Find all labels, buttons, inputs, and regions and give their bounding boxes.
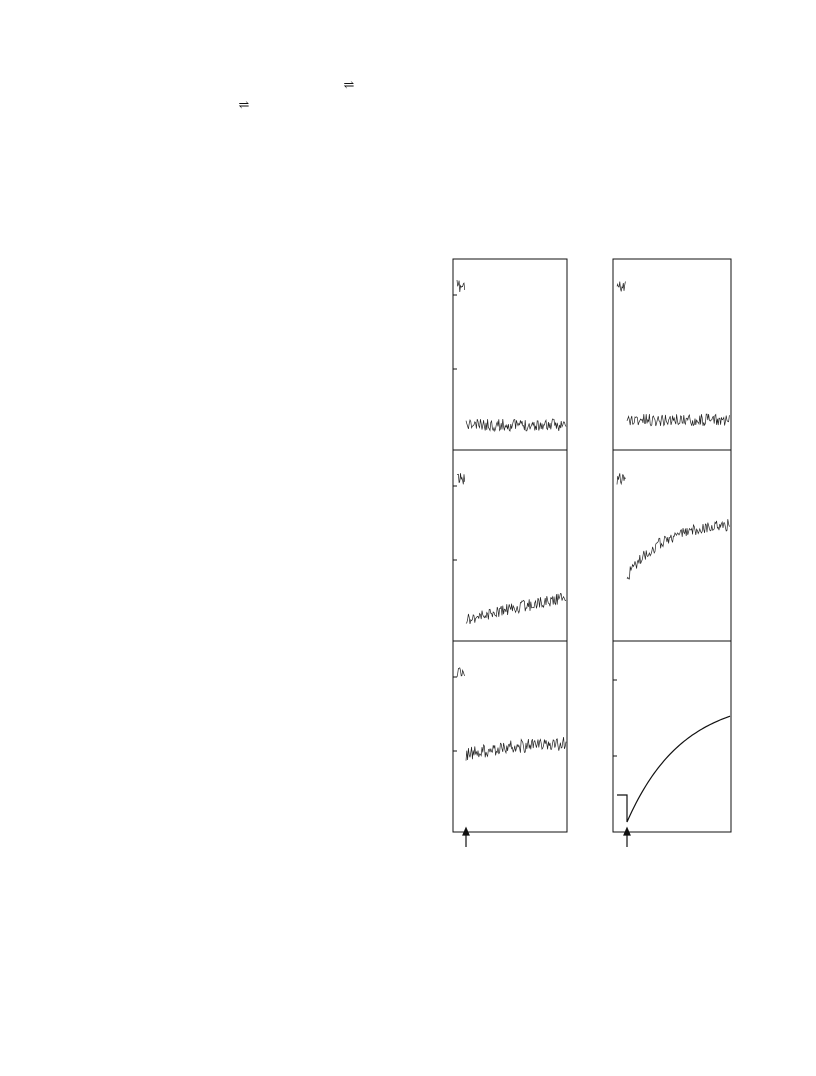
laser-fire-arrows — [463, 828, 630, 847]
figure-1 — [423, 247, 791, 895]
eq-arrow-k1 — [336, 77, 362, 92]
up-arrow-icon — [624, 828, 630, 835]
panel-b — [617, 282, 729, 427]
panel-a — [453, 280, 566, 431]
panel-d-trace — [617, 473, 729, 579]
panel-e — [453, 668, 566, 761]
panel-a-trace — [457, 280, 566, 431]
panel-f-trace — [617, 716, 730, 822]
panel-c-trace — [457, 473, 566, 624]
left-column — [74, 68, 412, 128]
panel-f — [613, 680, 730, 822]
equilibrium-arrow-icon: ⇌ — [343, 77, 355, 92]
panel-c — [453, 473, 566, 624]
eq-arrow-k2 — [232, 97, 256, 112]
panel-e-trace — [457, 668, 566, 761]
equilibrium-arrow-icon: ⇌ — [238, 97, 250, 112]
right-panel-stack-frame — [613, 259, 731, 832]
up-arrow-icon — [463, 828, 469, 835]
equation-1 — [74, 77, 412, 128]
panel-d — [617, 473, 729, 579]
panel-b-trace — [617, 282, 729, 427]
